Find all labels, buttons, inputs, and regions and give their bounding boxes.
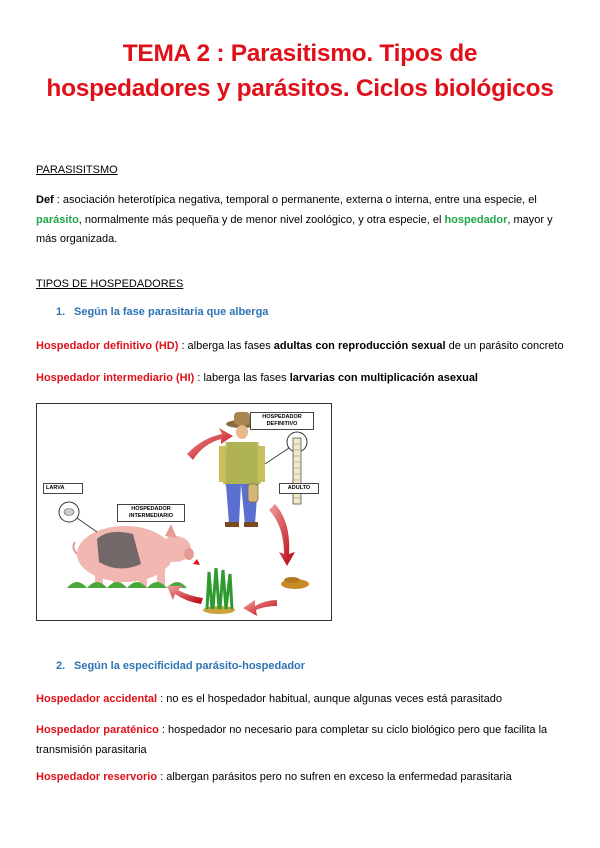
term-hospedador: hospedador — [444, 213, 508, 226]
term-hd: Hospedador definitivo (HD) — [36, 340, 179, 352]
subheading-especificidad — [56, 660, 305, 672]
subheading-fase — [56, 306, 268, 318]
section-heading-parasitismo: PARASISITSMO — [36, 164, 118, 176]
term-paratenico: Hospedador paraténico — [36, 724, 159, 736]
figure-label-adulto: ADULTO — [279, 483, 319, 494]
grass-egg-icon — [203, 568, 235, 614]
subheading-number: 2. — [56, 660, 66, 672]
hi-bold: larvarias con multiplicación asexual — [289, 372, 478, 384]
page-title — [20, 36, 580, 106]
term-accidental: Hospedador accidental — [36, 693, 158, 705]
subheading-label: Según la fase parasitaria que alberga — [74, 306, 269, 318]
reservorio-text: : albergan parásitos pero no sufren en exceso la enfermedad parasitaria — [157, 771, 512, 783]
figure-label-hi: HOSPEDADOR INTERMEDIARIO — [117, 504, 185, 522]
title-line-1: TEMA 2 : Parasitismo. Tipos de — [122, 40, 478, 67]
subheading-number: 1. — [56, 306, 66, 318]
figure-label-larva: LARVA — [43, 483, 83, 494]
definition-reservorio — [36, 768, 564, 788]
paratenico-text: : hospedador no necesario para completar su ciclo biológico pero que facilita la transmisión parasitaria — [36, 724, 548, 756]
term-reservorio: Hospedador reservorio — [36, 771, 158, 783]
title-line-2: hospedadores y parásitos. Ciclos biológicos — [46, 75, 554, 102]
accidental-text: : no es el hospedador habitual, aunque algunas veces está parasitado — [157, 693, 502, 705]
definition-paragraph — [36, 191, 564, 250]
definition-hi — [36, 369, 564, 389]
hd-bold: adultas con reproducción sexual — [273, 340, 446, 352]
hd-text-1: : alberga las fases — [178, 340, 274, 352]
definition-paratenico — [36, 721, 564, 760]
figure-label-hd: HOSPEDADOR DEFINITIVO — [250, 412, 314, 430]
subheading-label: Según la especificidad parásito-hospedador — [74, 660, 306, 672]
hd-text-2: de un parásito concreto — [445, 340, 564, 352]
term-hi: Hospedador intermediario (HI) — [36, 372, 195, 384]
section-heading-tipos: TIPOS DE HOSPEDADORES — [36, 278, 184, 290]
feces-icon — [281, 577, 309, 589]
definition-hd — [36, 337, 564, 357]
def-label: Def — [36, 194, 54, 206]
hi-text-1: : laberga las fases — [194, 372, 290, 384]
def-text-3: , mayor y más organizada. — [36, 213, 553, 245]
term-parasito: parásito — [36, 213, 79, 226]
life-cycle-figure — [36, 403, 332, 621]
pig-host-icon — [67, 524, 200, 588]
larva-icon — [59, 502, 97, 532]
definition-accidental — [36, 690, 564, 710]
def-text-2: , normalmente más pequeña y de menor nivel zoológico, y otra especie, el — [78, 213, 445, 226]
def-text-1: : asociación heterotípica negativa, temporal o permanente, externa o interna, entre una especie, el — [53, 194, 537, 206]
